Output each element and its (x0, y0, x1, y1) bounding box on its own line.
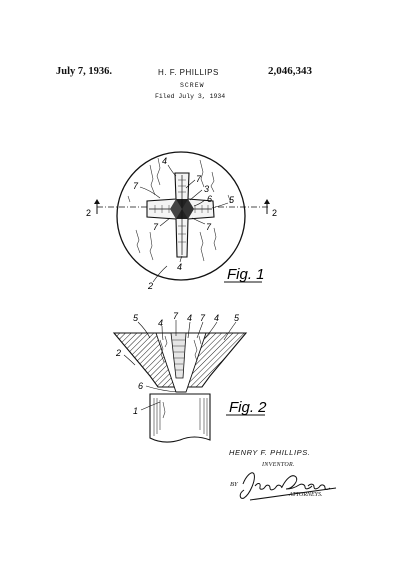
screw-shank (150, 394, 210, 442)
fig2-ref-4-b: 4 (187, 313, 193, 323)
fig2-ref-7-b: 7 (200, 313, 206, 323)
fig2-ref-2: 2 (116, 348, 122, 358)
by-label: BY (230, 481, 238, 488)
fig2-ref-4-a: 4 (158, 318, 164, 328)
ref-7-lower-left: 7 (153, 222, 159, 232)
fig2-ref-5-right: 5 (234, 313, 240, 323)
patent-title: SCREW (180, 82, 205, 89)
inventor-header: H. F. PHILLIPS (158, 68, 219, 77)
section-arrow-left (94, 199, 100, 204)
ref-3: 3 (204, 184, 210, 194)
patent-number: 2,046,343 (268, 65, 312, 77)
figure-2 (114, 311, 267, 442)
ref-5: 5 (229, 195, 235, 205)
ref-4-top: 4 (162, 156, 168, 166)
ref-7-left: 7 (133, 181, 139, 191)
inventor-label: INVENTOR. (262, 462, 295, 468)
fig2-ref-5-left: 5 (133, 313, 139, 323)
fig2-ref-4-c: 4 (214, 313, 220, 323)
ref-7-top: 7 (196, 174, 202, 184)
section-label-left: 2 (86, 208, 92, 218)
inventor-name: HENRY F. PHILLIPS. (229, 448, 311, 457)
attorneys-label: ATTORNEYS. (289, 492, 323, 498)
ref-7-right: 7 (206, 222, 212, 232)
patent-date: July 7, 1936. (56, 66, 113, 77)
section-label-right: 2 (272, 208, 278, 218)
fig2-ref-6: 6 (138, 381, 144, 391)
fig2-ref-1: 1 (133, 406, 139, 416)
fig2-ref-7-a: 7 (173, 311, 179, 321)
ref-4-bottom: 4 (177, 262, 183, 272)
filed-date: Filed July 3, 1934 (155, 93, 226, 100)
figure-1 (86, 152, 277, 291)
fig1-label: Fig. 1 (227, 266, 265, 283)
ref-2: 2 (148, 281, 154, 291)
ref-6: 6 (207, 194, 213, 204)
fig2-label: Fig. 2 (229, 399, 267, 416)
section-arrow-right (264, 199, 270, 204)
